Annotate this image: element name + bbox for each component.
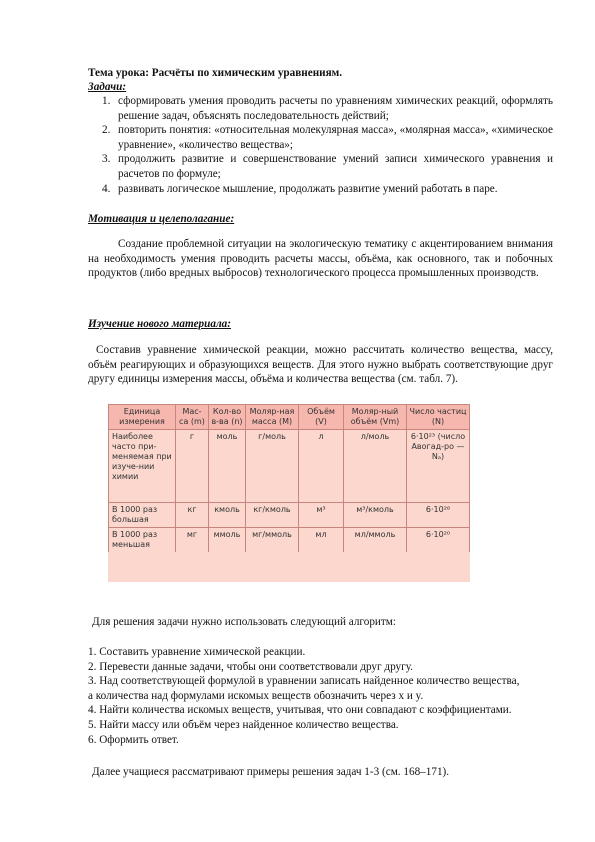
table-cell: кг/кмоль — [246, 503, 299, 528]
units-table — [108, 404, 470, 552]
motivation-paragraph: Создание проблемной ситуации на экологическую тематику с акцентированием внимания на необходимость умения проводить расчеты массы, объёма, как основного, так и побочных продуктов (либо вредных выбросов) технологического процесса промышленных производств. — [88, 238, 553, 280]
table-cell: В 1000 раз большая — [109, 503, 176, 528]
table-cell: 6·10²³ (число Авогад-ро — Nₐ) — [407, 430, 470, 503]
table-row — [109, 430, 470, 503]
list-item — [88, 123, 553, 152]
list-item: 1. Составить уравнение химической реакции. — [88, 646, 306, 658]
list-item-number: 3. — [102, 153, 111, 166]
table-cell: мл — [299, 528, 344, 553]
table-cell: моль — [209, 430, 246, 503]
column-header: Мас-са (m) — [176, 405, 209, 430]
list-item: 2. Перевести данные задачи, чтобы они соответствовали друг другу. — [88, 660, 413, 673]
column-header: Число частиц (N) — [407, 405, 470, 430]
table-cell: мл/ммоль — [344, 528, 407, 553]
table-row — [109, 528, 470, 553]
table-cell: Наиболее часто при-меняемая при изуче-нии химии — [109, 430, 176, 503]
list-item: 4. Найти количества искомых веществ, учитывая, что они совпадают с коэффициентами. — [88, 704, 512, 717]
table-cell: ммоль — [209, 528, 246, 553]
table-cell: г — [176, 430, 209, 503]
table-header-row — [109, 405, 470, 430]
algorithm-intro: Для решения задачи нужно использовать следующий алгоритм: — [92, 616, 396, 628]
column-header: Кол-во в-ва (n) — [209, 405, 246, 430]
new-material-paragraph: Составив уравнение химической реакции, можно рассчитать количество вещества, массу, объём реагирующих и образующихся веществ. Для этого нужно выбрать соответствующие друг другу единицы измерения массы, объёма и количества вещества (см. табл. 7). — [88, 344, 553, 386]
table-row — [109, 503, 470, 528]
table-cell: л/моль — [344, 430, 407, 503]
list-item-text: продолжить развитие и совершенствование умений записи химического уравнения и расчетов по формуле; — [118, 153, 553, 180]
list-item: 5. Найти массу или объём через найденное количество вещества. — [88, 718, 399, 731]
table-cell: м³/кмоль — [344, 503, 407, 528]
list-item — [88, 94, 553, 123]
list-item — [88, 152, 553, 181]
closing-paragraph: Далее учащиеся рассматривают примеры решения задач 1-3 (см. 168–171). — [92, 766, 450, 778]
table-cell: мг/ммоль — [246, 528, 299, 553]
table-cell: 6·10²⁰ — [407, 528, 470, 553]
lesson-title: Тема урока: Расчёты по химическим уравнениям. — [88, 67, 343, 79]
list-item: а количества над формулами искомых веществ обозначить через x и y. — [88, 689, 424, 702]
list-item-text: сформировать умения проводить расчеты по уравнениям химических реакций, оформлять решение задач, объяснять последовательность действий; — [118, 95, 553, 122]
new-material-heading: Изучение нового материала: — [88, 318, 232, 330]
table-cell: м³ — [299, 503, 344, 528]
algorithm-steps — [88, 645, 563, 747]
tasks-list — [88, 94, 553, 196]
list-item — [88, 182, 553, 197]
list-item-number: 4. — [102, 182, 111, 195]
table-cell: кмоль — [209, 503, 246, 528]
table-cell: г/моль — [246, 430, 299, 503]
table-cell: кг — [176, 503, 209, 528]
motivation-heading: Мотивация и целеполагание: — [88, 213, 235, 225]
column-header: Моляр-ный объём (Vm) — [344, 405, 407, 430]
list-item: 6. Оформить ответ. — [88, 733, 179, 746]
list-item-number: 2. — [102, 124, 111, 137]
tasks-heading: Задачи: — [88, 81, 127, 93]
table-cell: 6·10²⁶ — [407, 503, 470, 528]
list-item: 3. Над соответствующей формулой в уравнении записать найденное количество вещества, — [88, 675, 520, 688]
units-table-figure — [108, 404, 470, 582]
table-cell: В 1000 раз меньшая — [109, 528, 176, 553]
table-cell: мг — [176, 528, 209, 553]
column-header: Моляр-ная масса (M) — [246, 405, 299, 430]
list-item-text: повторить понятия: «относительная молекулярная масса», «молярная масса», «химическое уравнение», «количество вещества»; — [118, 124, 553, 151]
column-header: Объём (V) — [299, 405, 344, 430]
table-cell: л — [299, 430, 344, 503]
column-header: Единица измерения — [109, 405, 176, 430]
list-item-text: развивать логическое мышление, продолжать развитие умений работать в паре. — [118, 182, 498, 195]
list-item-number: 1. — [102, 95, 111, 107]
